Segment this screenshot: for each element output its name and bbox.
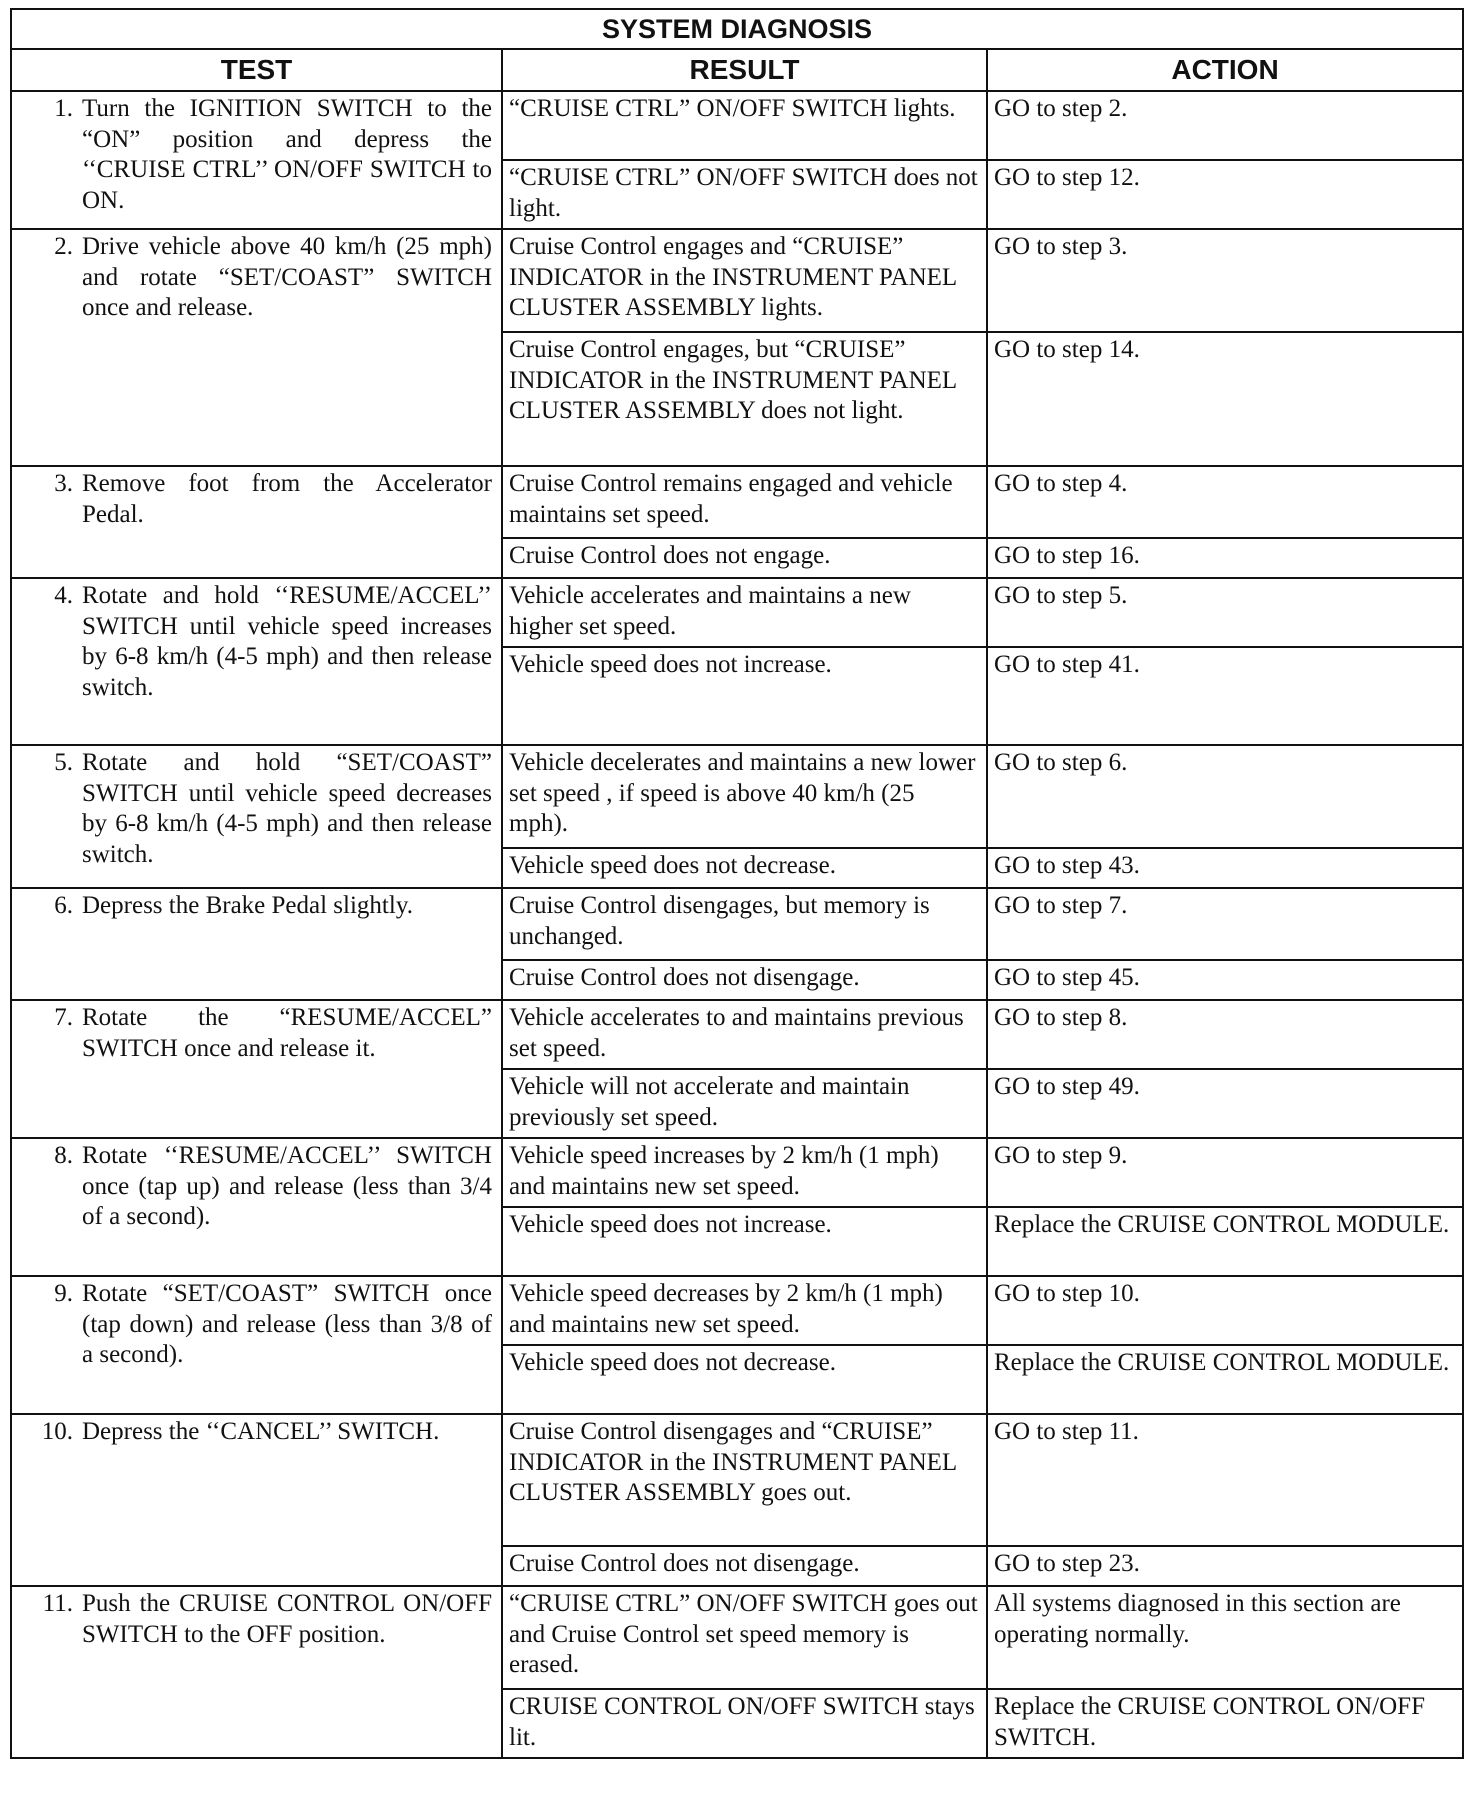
- step-number: 4.: [54, 582, 73, 609]
- result-cell: Vehicle speed does not increase.: [502, 647, 987, 745]
- action-cell: GO to step 11.: [987, 1414, 1463, 1546]
- test-cell: [11, 1414, 502, 1586]
- result-cell: Cruise Control does not disengage.: [502, 960, 987, 1000]
- action-cell: GO to step 45.: [987, 960, 1463, 1000]
- system-diagnosis-table: [10, 8, 1464, 1759]
- test-text: Remove foot from the Accelerator Pedal.: [82, 470, 492, 528]
- step-number: 2.: [54, 233, 73, 260]
- action-cell: GO to step 8.: [987, 1000, 1463, 1069]
- result-cell: Vehicle decelerates and maintains a new lower set speed , if speed is above 40 km/h (25 mph).: [502, 745, 987, 848]
- test-text: Rotate and hold ‘‘RESUME/ACCEL’’ SWITCH until vehicle speed increases by 6-8 km/h (4-5 mph) and then release switch.: [82, 582, 492, 701]
- action-cell: GO to step 14.: [987, 332, 1463, 466]
- document-page: [10, 8, 1462, 1759]
- step-number: 5.: [54, 749, 73, 776]
- result-cell: Cruise Control engages, but “CRUISE” INDICATOR in the INSTRUMENT PANEL CLUSTER ASSEMBLY does not light.: [502, 332, 987, 466]
- table-row: [11, 1000, 1463, 1069]
- test-text: Depress the Brake Pedal slightly.: [82, 892, 413, 919]
- test-cell: [11, 745, 502, 888]
- test-text: Rotate “SET/COAST” SWITCH once (tap down) and release (less than 3/8 of a second).: [82, 1280, 492, 1368]
- action-cell: GO to step 9.: [987, 1138, 1463, 1207]
- test-cell: [11, 888, 502, 1000]
- step-number: 10.: [41, 1418, 73, 1445]
- table-title: SYSTEM DIAGNOSIS: [11, 9, 1463, 49]
- step-number: 8.: [54, 1142, 73, 1169]
- test-cell: [11, 466, 502, 578]
- result-cell: Cruise Control engages and “CRUISE” INDICATOR in the INSTRUMENT PANEL CLUSTER ASSEMBLY lights.: [502, 229, 987, 332]
- result-cell: CRUISE CONTROL ON/OFF SWITCH stays lit.: [502, 1689, 987, 1758]
- step-number: 1.: [54, 95, 73, 122]
- result-cell: Vehicle speed does not decrease.: [502, 1345, 987, 1414]
- action-cell: GO to step 3.: [987, 229, 1463, 332]
- table-row: [11, 229, 1463, 332]
- table-row: [11, 1138, 1463, 1207]
- test-text: Rotate ‘‘RESUME/ACCEL’’ SWITCH once (tap up) and release (less than 3/4 of a second).: [82, 1142, 492, 1230]
- result-cell: Vehicle speed increases by 2 km/h (1 mph) and maintains new set speed.: [502, 1138, 987, 1207]
- column-header-result: RESULT: [502, 49, 987, 91]
- table-row: [11, 888, 1463, 960]
- test-cell: [11, 1276, 502, 1414]
- step-number: 7.: [54, 1004, 73, 1031]
- result-cell: Vehicle accelerates and maintains a new higher set speed.: [502, 578, 987, 647]
- result-cell: “CRUISE CTRL” ON/OFF SWITCH does not light.: [502, 160, 987, 229]
- action-cell: GO to step 5.: [987, 578, 1463, 647]
- test-cell: [11, 229, 502, 466]
- test-cell: [11, 1000, 502, 1138]
- column-header-test: TEST: [11, 49, 502, 91]
- test-text: Rotate and hold “SET/COAST” SWITCH until vehicle speed decreases by 6-8 km/h (4-5 mph) and then release switch.: [82, 749, 492, 868]
- action-cell: Replace the CRUISE CONTROL ON/OFF SWITCH.: [987, 1689, 1463, 1758]
- action-cell: GO to step 6.: [987, 745, 1463, 848]
- action-cell: All systems diagnosed in this section are operating normally.: [987, 1586, 1463, 1689]
- step-number: 6.: [54, 892, 73, 919]
- test-text: Turn the IGNITION SWITCH to the “ON” position and depress the ‘‘CRUISE CTRL’’ ON/OFF SWITCH to ON.: [82, 95, 492, 214]
- result-cell: Cruise Control does not engage.: [502, 538, 987, 578]
- test-text: Depress the ‘‘CANCEL’’ SWITCH.: [82, 1418, 440, 1445]
- action-cell: Replace the CRUISE CONTROL MODULE.: [987, 1207, 1463, 1276]
- result-cell: Vehicle accelerates to and maintains previous set speed.: [502, 1000, 987, 1069]
- test-text: Drive vehicle above 40 km/h (25 mph) and rotate “SET/COAST” SWITCH once and release.: [82, 233, 492, 321]
- table-row: [11, 1586, 1463, 1689]
- action-cell: GO to step 41.: [987, 647, 1463, 745]
- step-number: 9.: [54, 1280, 73, 1307]
- action-cell: GO to step 7.: [987, 888, 1463, 960]
- action-cell: GO to step 12.: [987, 160, 1463, 229]
- result-cell: Vehicle speed decreases by 2 km/h (1 mph) and maintains new set speed.: [502, 1276, 987, 1345]
- action-cell: Replace the CRUISE CONTROL MODULE.: [987, 1345, 1463, 1414]
- result-cell: Vehicle speed does not decrease.: [502, 848, 987, 888]
- result-cell: Vehicle speed does not increase.: [502, 1207, 987, 1276]
- result-cell: Cruise Control remains engaged and vehicle maintains set speed.: [502, 466, 987, 538]
- step-number: 11.: [42, 1590, 73, 1617]
- table-row: [11, 578, 1463, 647]
- result-cell: “CRUISE CTRL” ON/OFF SWITCH lights.: [502, 91, 987, 160]
- test-cell: [11, 91, 502, 229]
- result-cell: Vehicle will not accelerate and maintain previously set speed.: [502, 1069, 987, 1138]
- step-number: 3.: [54, 470, 73, 497]
- test-cell: [11, 1138, 502, 1276]
- action-cell: GO to step 10.: [987, 1276, 1463, 1345]
- result-cell: Cruise Control does not disengage.: [502, 1546, 987, 1586]
- result-cell: Cruise Control disengages and “CRUISE” INDICATOR in the INSTRUMENT PANEL CLUSTER ASSEMBLY goes out.: [502, 1414, 987, 1546]
- table-row: [11, 1276, 1463, 1345]
- result-cell: Cruise Control disengages, but memory is unchanged.: [502, 888, 987, 960]
- action-cell: GO to step 16.: [987, 538, 1463, 578]
- action-cell: GO to step 43.: [987, 848, 1463, 888]
- table-row: [11, 466, 1463, 538]
- table-row: [11, 91, 1463, 160]
- test-cell: [11, 578, 502, 745]
- result-cell: “CRUISE CTRL” ON/OFF SWITCH goes out and Cruise Control set speed memory is erased.: [502, 1586, 987, 1689]
- test-cell: [11, 1586, 502, 1758]
- test-text: Push the CRUISE CONTROL ON/OFF SWITCH to the OFF position.: [82, 1590, 492, 1648]
- action-cell: GO to step 23.: [987, 1546, 1463, 1586]
- table-row: [11, 745, 1463, 848]
- test-text: Rotate the “RESUME/ACCEL” SWITCH once and release it.: [82, 1004, 492, 1062]
- action-cell: GO to step 2.: [987, 91, 1463, 160]
- action-cell: GO to step 49.: [987, 1069, 1463, 1138]
- column-header-action: ACTION: [987, 49, 1463, 91]
- table-row: [11, 1414, 1463, 1546]
- action-cell: GO to step 4.: [987, 466, 1463, 538]
